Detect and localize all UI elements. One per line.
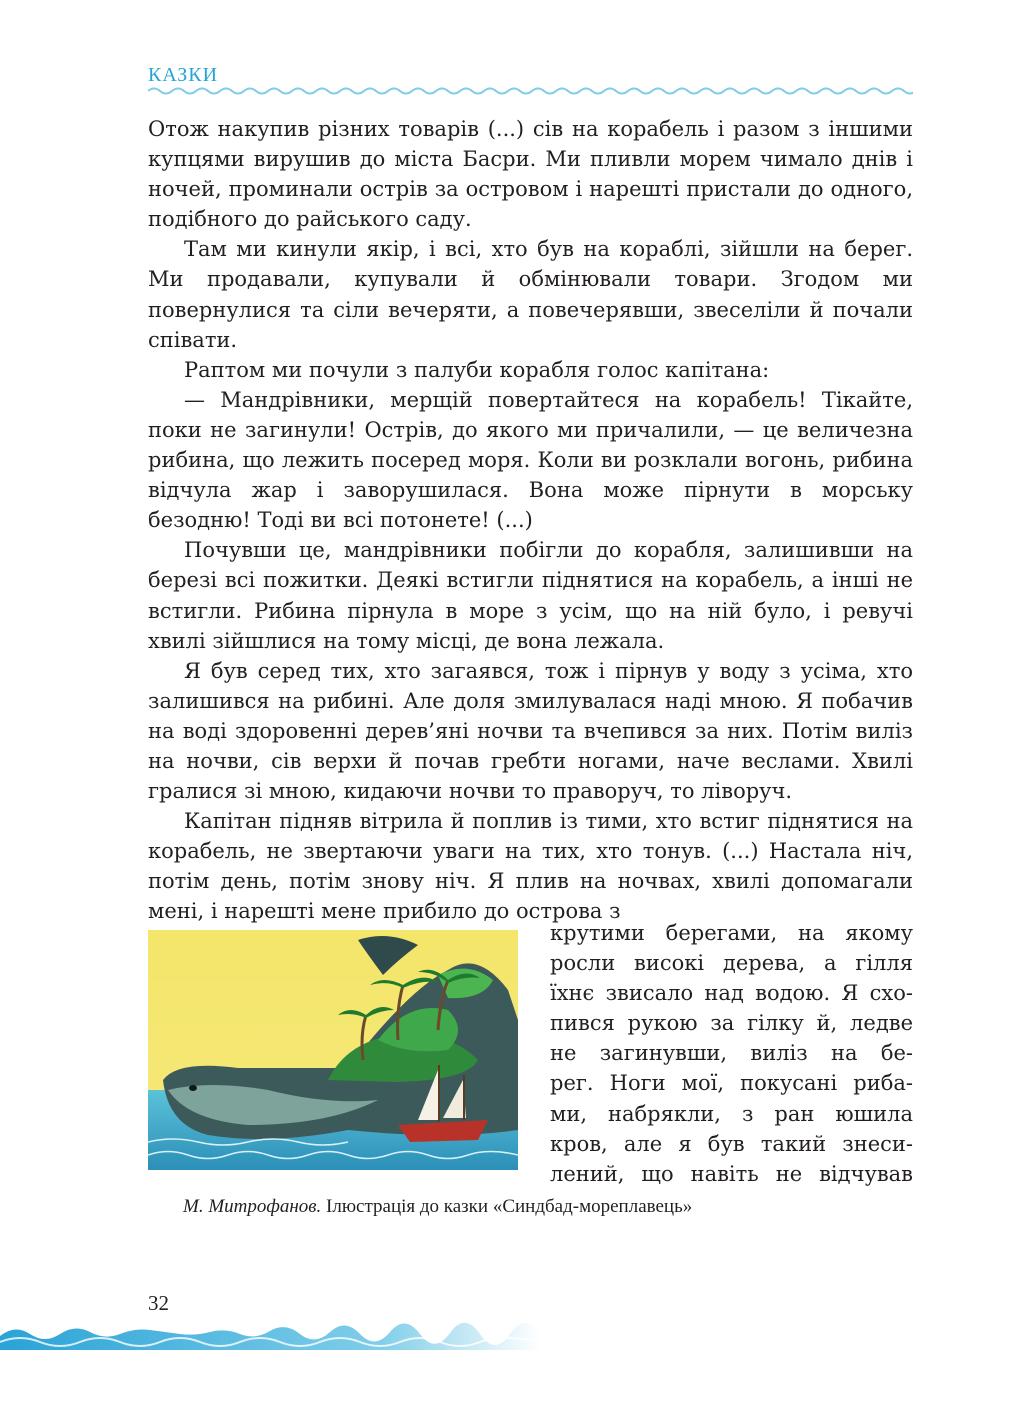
wrapped-text [550, 918, 913, 1189]
paragraph: Раптом ми почули з палуби корабля голос капітана: [184, 357, 770, 382]
text-line: лений, що навіть не відчував [550, 1161, 913, 1186]
footer-wave-decoration [0, 1316, 540, 1350]
paragraph: — Мандрівники, мерщій повертайтеся на корабель! Тікайте, поки не загинули! Острів, до якого ми причалили, — це величезна рибина, що лежить посеред моря. Коли ви розклали вогонь, рибина відчула жар і заворушилася. Вона може пірнути в морську безодню! Тоді ви всі потонете! (...) [148, 387, 913, 533]
paragraph: Я був серед тих, хто загаявся, тож і пірнув у воду з усіма, хто залишився на рибині. Але доля змилувалася наді мною. Я побачив на воді здоровенні дерев’яні ночви та вчепився за них. Потім виліз на ночви, сів верхи й почав гребти ногами, наче веслами. Хвилі гралися зі мною, кидаючи ночви то праворуч, то ліворуч. [148, 658, 913, 804]
page-number: 32 [148, 1291, 169, 1315]
text-line: пився рукою за гілку й, ледве [550, 1011, 913, 1036]
whale-island-illustration [148, 930, 518, 1170]
header-wave-divider [148, 86, 913, 96]
text-line: росли високі дерева, а гілля [550, 951, 913, 976]
text-line: не загинувши, виліз на бе- [550, 1041, 913, 1066]
paragraph: Отож накупив різних товарів (...) сів на корабель і разом з іншими купцями вирушив до міста Басри. Ми пливли морем чимало днів і ночей, проминали острів за островом і нарешті пристали до одного, подібного до райського саду. [148, 117, 913, 232]
text-line: кров, але я був такий знеси- [550, 1131, 913, 1156]
story-text [148, 114, 913, 927]
section-title: КАЗКИ [148, 64, 219, 86]
paragraph: Почувши це, мандрівники побігли до корабля, залишивши на березі всі пожитки. Деякі встигли піднятися на корабель, а інші не встигли. Рибина пірнула в море з усім, що на ній було, і ревучі хвилі зійшлися на тому місці, де вона лежала. [148, 538, 913, 653]
text-line: крутими берегами, на якому [550, 921, 913, 945]
text-line: ми, набрякли, з ран юшила [550, 1101, 913, 1126]
paragraph: Капітан підняв вітрила й поплив із тими, хто встиг піднятися на корабель, не звертаючи уваги на тих, хто тонув. (...) Настала ніч, потім день, потім знову ніч. Я плив на ночвах, хвилі допомагали мені, і нарешті мене прибило до острова з [148, 809, 913, 924]
text-line: рег. Ноги мої, покусані риба- [550, 1071, 913, 1096]
illustration-caption [183, 1196, 903, 1218]
paragraph: Там ми кинули якір, і всі, хто був на кораблі, зійшли на берег. Ми продавали, купували й обмінювали товари. Згодом ми повернулися та сіли вечеряти, а повечерявши, звеселіли й почали співати. [148, 237, 913, 352]
caption-author: М. Митрофанов. [183, 1196, 322, 1217]
caption-text: Ілюстрація до казки «Синдбад-мореплавець» [321, 1196, 693, 1217]
text-line: їхнє звисало над водою. Я схо- [550, 981, 913, 1006]
